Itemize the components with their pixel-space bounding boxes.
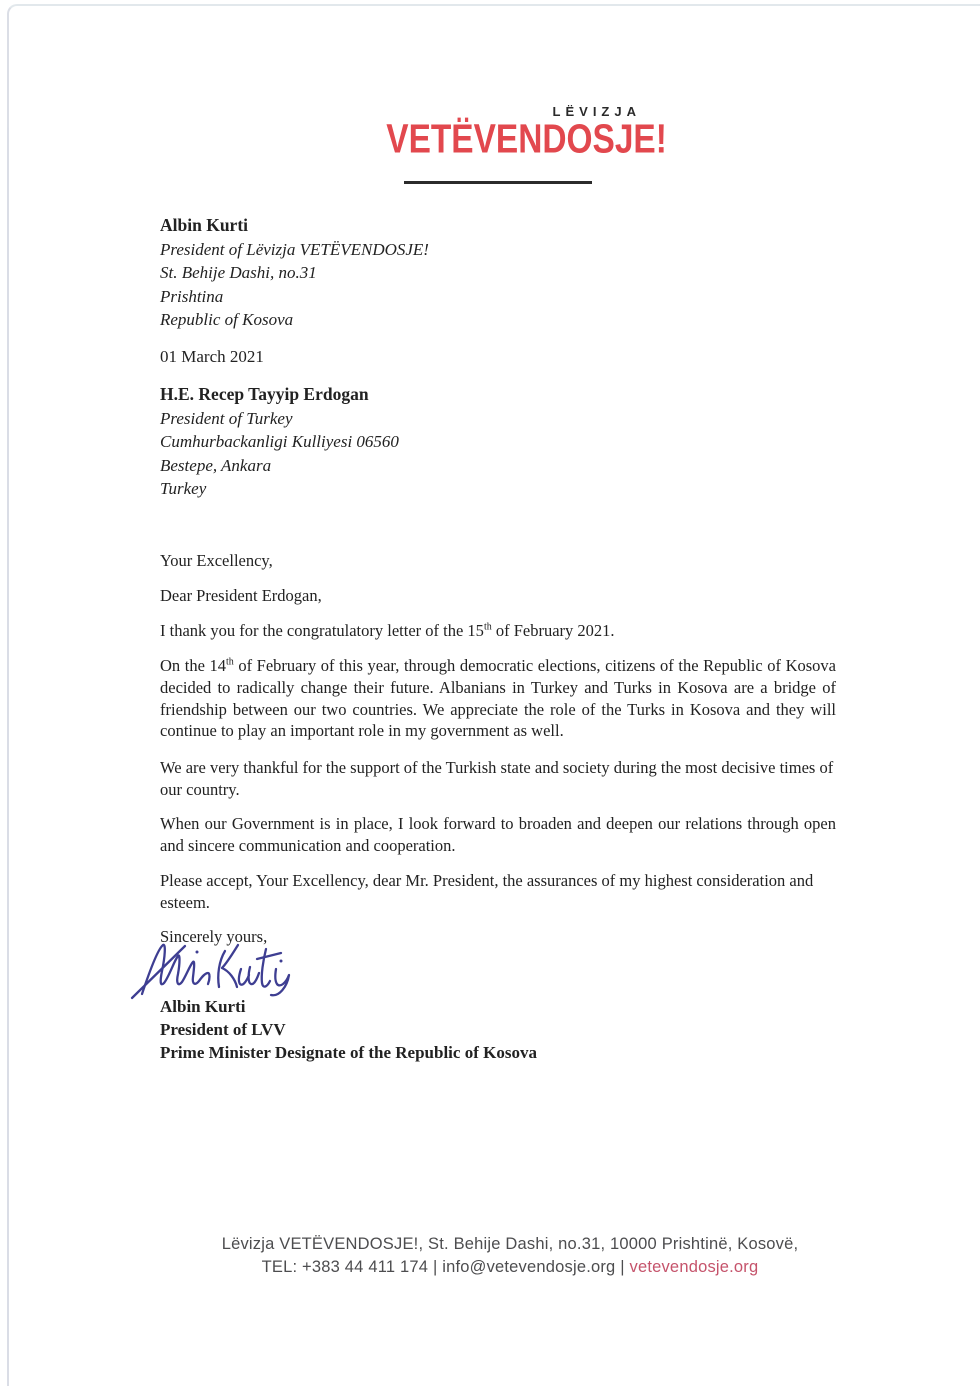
logo-levizja-text: LËVIZJA: [552, 104, 641, 119]
paragraph-thanks-text: I thank you for the congratulatory letter of the 15: [160, 621, 484, 640]
paragraph-thanks: [160, 621, 836, 641]
recipient-name: H.E. Recep Tayyip Erdogan: [160, 384, 369, 404]
footer-address-line: Lëvizja VETËVENDOSJE!, St. Behije Dashi, no.31, 10000 Prishtinë, Kosovë,: [221, 1235, 799, 1253]
signatory-title-pm: Prime Minister Designate of the Republic of Kosova: [160, 1043, 537, 1063]
ordinal-superscript: th: [483, 621, 492, 633]
recipient-city: Bestepe, Ankara: [160, 455, 272, 475]
paragraph-government: When our Government is in place, I look forward to broaden and deepen our relations through open and sincere communication and cooperation.: [160, 814, 836, 855]
sender-name: Albin Kurti: [160, 215, 249, 235]
footer-contact-line: [40, 1256, 980, 1279]
logo-divider-rule: [404, 181, 592, 184]
paragraph-assurances: Please accept, Your Excellency, dear Mr. President, the assurances of my highest consideration and esteem.: [160, 871, 814, 912]
letterhead-footer: [40, 1233, 980, 1279]
footer-website-link: vetevendosje.org: [629, 1258, 759, 1276]
closing-phrase: Sincerely yours,: [160, 927, 268, 946]
paragraph-elections-text: On the 14: [160, 656, 226, 675]
paragraph-thankful: We are very thankful for the support of the Turkish state and society during the most decisive times of our country.: [160, 758, 834, 799]
signature-handwriting: [128, 936, 310, 1004]
paragraph-elections-tail: of February of this year, through democratic elections, citizens of the Republic of Kosova decided to radically change their future. Albanians in Turkey and Turks in Kosova are a bridge of friendship between our two countries. We appreciate the role of the Turks in Kosova and they will continue to play an important role in my government as well.: [160, 656, 836, 741]
paragraph-elections: [160, 655, 836, 742]
sender-country: Republic of Kosova: [160, 310, 294, 329]
signatory-title-lvv: President of LVV: [160, 1020, 286, 1040]
recipient-title: President of Turkey: [160, 408, 293, 428]
letterhead-logo: [348, 104, 667, 163]
sender-street: St. Behije Dashi, no.31: [160, 263, 317, 282]
letter-date: 01 March 2021: [160, 347, 264, 366]
salutation-excellency: Your Excellency,: [160, 551, 273, 570]
recipient-street: Cumhurbackanligi Kulliyesi 06560: [160, 432, 399, 451]
ordinal-superscript: th: [225, 656, 234, 668]
logo-vetevendosje-text: VETËVENDOSJE!: [386, 116, 667, 163]
signature-block: [160, 995, 836, 1065]
recipient-country: Turkey: [160, 479, 207, 498]
sender-city: Prishtina: [160, 286, 224, 306]
paragraph-thanks-tail: of February 2021.: [491, 621, 615, 640]
sender-block: [160, 214, 836, 332]
signatory-name: Albin Kurti: [160, 997, 246, 1016]
recipient-block: [160, 383, 836, 501]
sender-title: President of Lëvizja VETËVENDOSJE!: [160, 239, 429, 259]
salutation-dear: Dear President Erdogan,: [160, 586, 322, 605]
footer-tel-email: TEL: +383 44 411 174 | info@vetevendosje.org |: [261, 1258, 630, 1276]
